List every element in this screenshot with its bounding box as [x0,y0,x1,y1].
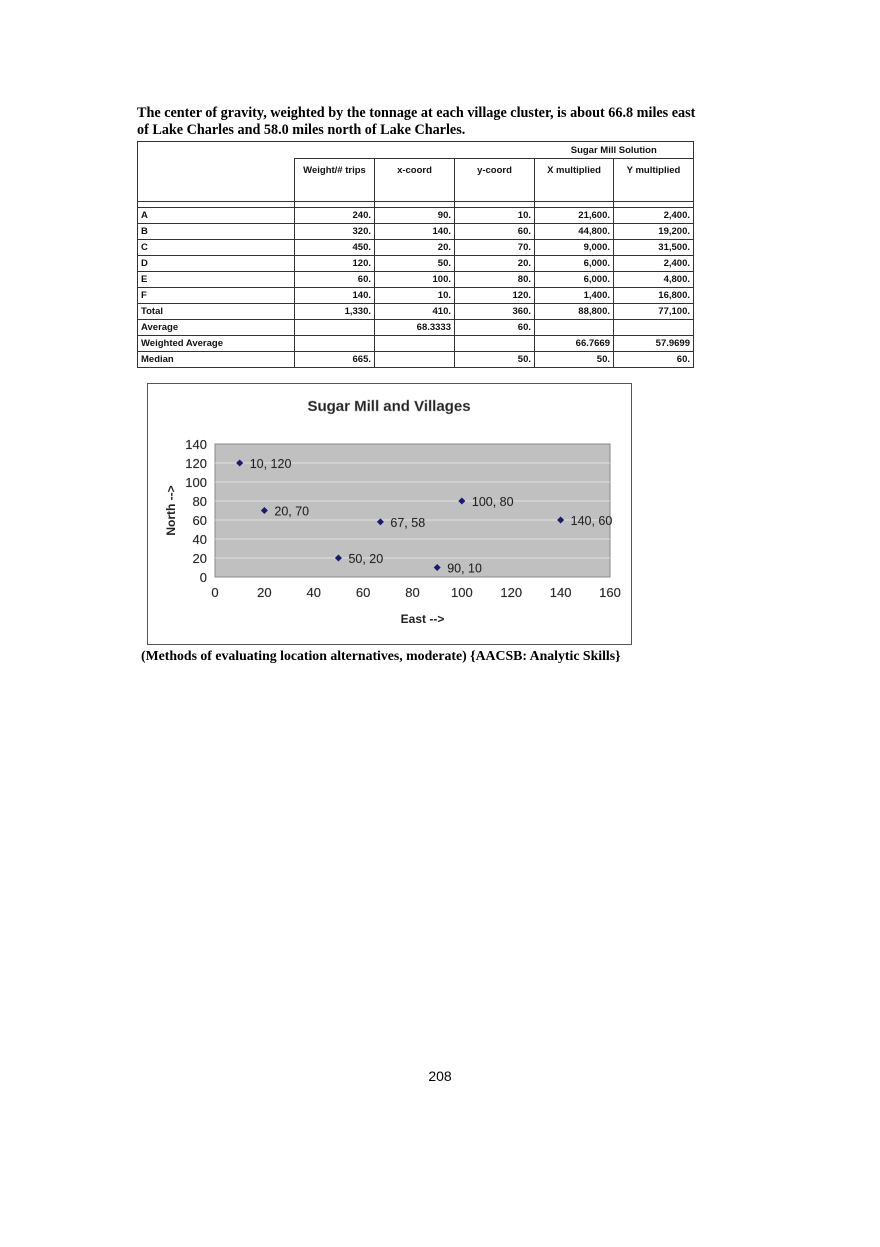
table-cell: 320. [295,224,375,240]
row-label: Weighted Average [138,336,295,352]
x-tick-label: 0 [211,585,219,600]
data-label: 50, 20 [348,552,384,566]
page-number: 208 [428,1068,452,1084]
y-axis-label: North --> [164,485,178,536]
x-tick-label: 20 [257,585,272,600]
table-row [138,272,694,288]
chart-title: Sugar Mill and Villages [307,398,471,415]
table-cell: 88,800. [535,304,614,320]
row-label: C [138,240,295,256]
table-row [138,224,694,240]
row-label: E [138,272,295,288]
intro-paragraph [137,105,777,139]
table-cell: 1,400. [535,288,614,304]
table-row [138,304,694,320]
y-tick-label: 40 [192,532,207,547]
x-tick-label: 120 [500,585,523,600]
x-tick-label: 80 [405,585,420,600]
table-caption: Sugar Mill Solution [535,142,694,159]
table-cell: 2,400. [614,256,694,272]
row-label: B [138,224,295,240]
table-cell: 665. [295,352,375,368]
table-cell: 9,000. [535,240,614,256]
table-cell: 2,400. [614,208,694,224]
header-x-multiplied: X multiplied [535,159,614,202]
table-cell: 70. [455,240,535,256]
table-cell: 80. [455,272,535,288]
y-tick-label: 0 [199,570,207,585]
table-cell: 21,600. [535,208,614,224]
y-tick-label: 100 [185,475,207,490]
intro-line-1: The center of gravity, weighted by the tonnage at each village cluster, is about 66.8 miles east [137,105,696,121]
table-cell: 31,500. [614,240,694,256]
data-label: 100, 80 [471,495,514,509]
table-cell: 50. [455,352,535,368]
row-label: F [138,288,295,304]
table-cell: 140. [295,288,375,304]
x-axis-label: East --> [400,612,445,626]
header-x-coord: x-coord [375,159,455,202]
table-row [138,352,694,368]
intro-line-2: of Lake Charles and 58.0 miles north of Lake Charles. [137,122,466,138]
header-y-multiplied: Y multiplied [614,159,694,202]
table-cell: 60. [295,272,375,288]
x-tick-label: 60 [355,585,371,600]
table-row [138,288,694,304]
header-y-coord: y-coord [455,159,535,202]
row-label: D [138,256,295,272]
table-row [138,256,694,272]
table-cell: 68.3333 [375,320,455,336]
table-cell: 90. [375,208,455,224]
x-tick-label: 40 [306,585,321,600]
table-cell: 6,000. [535,256,614,272]
row-label: Total [138,304,295,320]
table-cell: 16,800. [614,288,694,304]
y-tick-label: 60 [192,513,207,528]
y-tick-label: 20 [192,551,207,566]
table-cell: 120. [455,288,535,304]
table-cell: 120. [295,256,375,272]
table-cell: 60. [455,320,535,336]
table-cell: 20. [455,256,535,272]
data-label: 140, 60 [570,514,613,528]
x-tick-label: 140 [549,585,572,600]
table-row [138,240,694,256]
table-cell: 4,800. [614,272,694,288]
table-cell: 410. [375,304,455,320]
chart-canvas [148,384,631,644]
table-row [138,208,694,224]
table-cell: 66.7669 [535,336,614,352]
table-cell: 50. [535,352,614,368]
table-cell [295,336,375,352]
table-cell: 140. [375,224,455,240]
table-cell: 10. [375,288,455,304]
y-tick-label: 140 [185,437,207,452]
table-cell: 450. [295,240,375,256]
table-cell: 57.9699 [614,336,694,352]
table-cell: 100. [375,272,455,288]
table-cell: 77,100. [614,304,694,320]
data-label: 67, 58 [390,515,426,530]
row-label: Average [138,320,295,336]
row-label: Median [138,352,295,368]
table-cell [295,320,375,336]
table-cell: 6,000. [535,272,614,288]
question-caption: (Methods of evaluating location alternatives, moderate) {AACSB: Analytic Skills} [141,648,621,663]
data-label: 20, 70 [274,504,310,519]
scatter-chart [147,383,632,645]
data-label: 90, 10 [447,561,482,576]
row-label: A [138,208,295,224]
table-cell [614,320,694,336]
table-cell: 60. [614,352,694,368]
table-cell: 360. [455,304,535,320]
table-cell: 20. [375,240,455,256]
table-cell: 10. [455,208,535,224]
table-row [138,320,694,336]
sugar-mill-table [137,141,694,368]
data-label: 10, 120 [249,457,292,471]
table-cell: 44,800. [535,224,614,240]
table-cell: 1,330. [295,304,375,320]
table-cell [455,336,535,352]
table-cell: 240. [295,208,375,224]
y-tick-label: 80 [192,494,207,509]
table-cell: 19,200. [614,224,694,240]
table-cell: 60. [455,224,535,240]
table-header-row [138,159,694,202]
x-tick-label: 160 [599,585,621,600]
x-tick-label: 100 [451,585,473,600]
table-cell: 50. [375,256,455,272]
header-weight: Weight/# trips [295,159,375,202]
y-tick-label: 120 [185,456,207,471]
table-cell [535,320,614,336]
table-cell [375,352,455,368]
table-row [138,336,694,352]
table-cell [375,336,455,352]
